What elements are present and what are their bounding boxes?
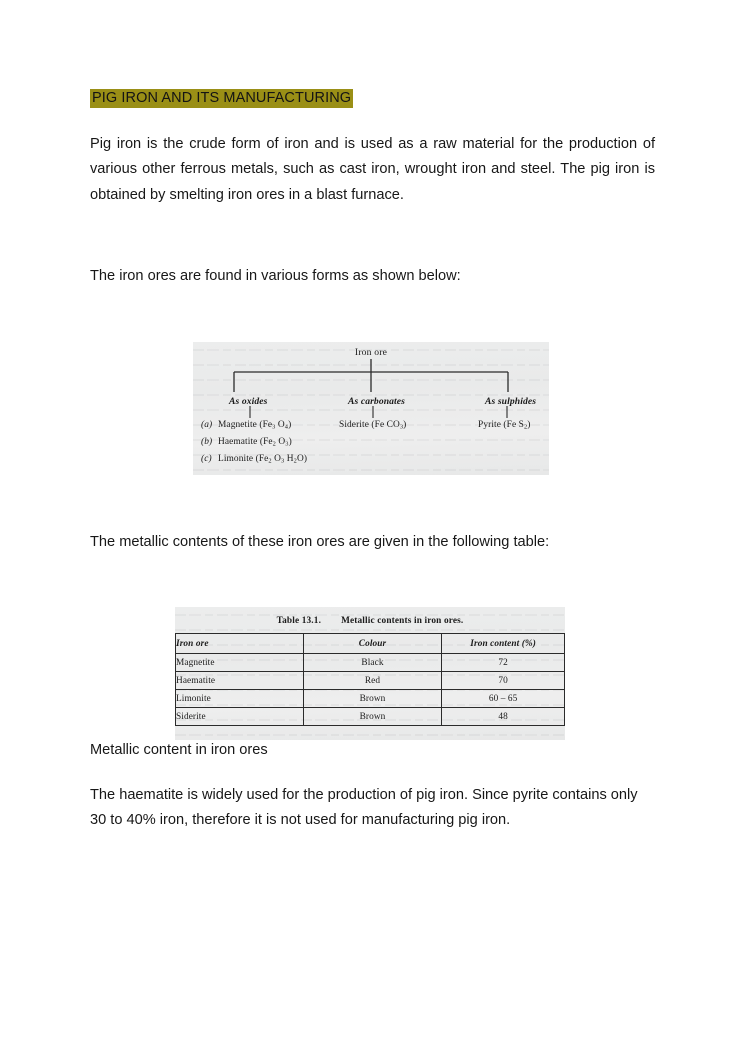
cell-ore-limonite: Limonite <box>176 690 304 708</box>
leaf-mid-magnetite: O <box>275 419 285 430</box>
tree-leaf-pyrite <box>478 420 531 431</box>
table-header-row <box>176 634 565 654</box>
leaf-sub-magnetite-2: 4 <box>284 423 289 431</box>
cell-ore-magnetite: Magnetite <box>176 654 304 672</box>
document-body <box>90 88 655 834</box>
paragraph-intro: Pig iron is the crude form of iron and is used as a raw material for the production of various other ferrous metals, such as cast iron, wrought iron and steel. The pig iron is obtained by smelting iron ores in a blast furnace. <box>90 135 655 203</box>
leaf-marker-c: (c) <box>201 453 212 464</box>
cell-ore-siderite: Siderite <box>176 708 304 726</box>
leaf-close-siderite: ) <box>403 419 407 430</box>
tree-branch-label-carbonates: As carbonates <box>348 395 406 407</box>
cell-colour-limonite: Brown <box>303 690 441 708</box>
cell-ore-haematite: Haematite <box>176 672 304 690</box>
leaf-formula-pyrite-main: Pyrite (Fe S <box>478 419 524 430</box>
leaf-close-pyrite: ) <box>527 419 531 430</box>
caption-metallic-content: Metallic content in iron ores <box>90 742 268 759</box>
column-header-iron-content: Iron content (%) <box>442 634 565 654</box>
leaf-mid-haematite: O <box>275 436 286 447</box>
leaf-close-haematite: ) <box>288 436 292 447</box>
leaf-sub-siderite-1: 3 <box>399 423 404 431</box>
table-row <box>176 708 565 726</box>
cell-content-siderite: 48 <box>442 708 565 726</box>
leaf-mid-limonite: O <box>271 453 282 464</box>
leaf-sub-limonite-1: 2 <box>268 457 272 465</box>
column-header-iron-ore: Iron ore <box>176 634 304 654</box>
cell-colour-siderite: Brown <box>303 708 441 726</box>
cell-content-limonite: 60 – 65 <box>442 690 565 708</box>
table-caption <box>175 616 565 626</box>
scanned-figure-table <box>175 607 565 740</box>
leaf-sub-pyrite-1: 2 <box>524 423 528 431</box>
figure-ores-table-container <box>90 607 655 722</box>
leaf-formula-magnetite-main: Magnetite (Fe <box>218 419 273 430</box>
leaf-limonite-hydrate-tail: O) <box>296 453 308 464</box>
table-caption-text: Metallic contents in iron ores. <box>341 616 464 627</box>
scanned-figure-tree <box>193 342 549 475</box>
ores-table-body <box>176 654 565 726</box>
cell-colour-magnetite: Black <box>303 654 441 672</box>
paragraph-haematite: The haematite is widely used for the production of pig iron. Since pyrite contains only 30 to 40% iron, therefore it is not used for manufacturing pig iron. <box>90 786 638 829</box>
page-title <box>90 88 655 110</box>
ores-table <box>175 633 565 726</box>
leaf-formula-siderite-main: Siderite (Fe CO <box>339 419 400 430</box>
tree-root-label: Iron ore <box>354 346 388 358</box>
leaf-marker-b: (b) <box>201 436 213 447</box>
tree-branch-label-oxides: As oxides <box>229 395 268 407</box>
cell-content-haematite: 70 <box>442 672 565 690</box>
ores-table-head <box>176 634 565 654</box>
page-title-text: PIG IRON AND ITS MANUFACTURING <box>92 90 352 106</box>
tree-leaf-limonite <box>201 454 307 465</box>
leaf-sub-haematite-1: 2 <box>272 440 276 448</box>
tree-leaf-magnetite <box>201 420 291 431</box>
leaf-sub-haematite-2: 3 <box>285 440 289 448</box>
table-row <box>176 690 565 708</box>
figure-ores-table <box>175 607 565 740</box>
table-caption-number: Table 13.1. <box>276 616 322 627</box>
cell-content-magnetite: 72 <box>442 654 565 672</box>
leaf-formula-haematite-main: Haematite (Fe <box>218 436 273 447</box>
leaf-limonite-hydrate-sub: 2 <box>293 457 297 465</box>
table-row <box>176 672 565 690</box>
paragraph-ore-forms: The iron ores are found in various forms as shown below: <box>90 268 461 285</box>
figure-iron-ore-tree-container <box>90 342 655 475</box>
tree-leaf-haematite <box>201 437 292 448</box>
leaf-formula-limonite-main: Limonite (Fe <box>218 453 269 464</box>
cell-colour-haematite: Red <box>303 672 441 690</box>
leaf-limonite-hydrate: H <box>284 453 294 464</box>
tree-branch-label-sulphides: As sulphides <box>485 395 537 407</box>
figure-iron-ore-tree <box>193 342 549 475</box>
table-row <box>176 654 565 672</box>
tree-leaf-siderite <box>339 420 406 431</box>
leaf-sub-magnetite-1: 3 <box>272 423 276 431</box>
leaf-marker-a: (a) <box>201 419 213 430</box>
column-header-colour: Colour <box>303 634 441 654</box>
paragraph-table-intro: The metallic contents of these iron ores are given in the following table: <box>90 533 550 550</box>
leaf-sub-limonite-2: 3 <box>281 457 285 465</box>
leaf-close-magnetite: ) <box>288 419 292 430</box>
